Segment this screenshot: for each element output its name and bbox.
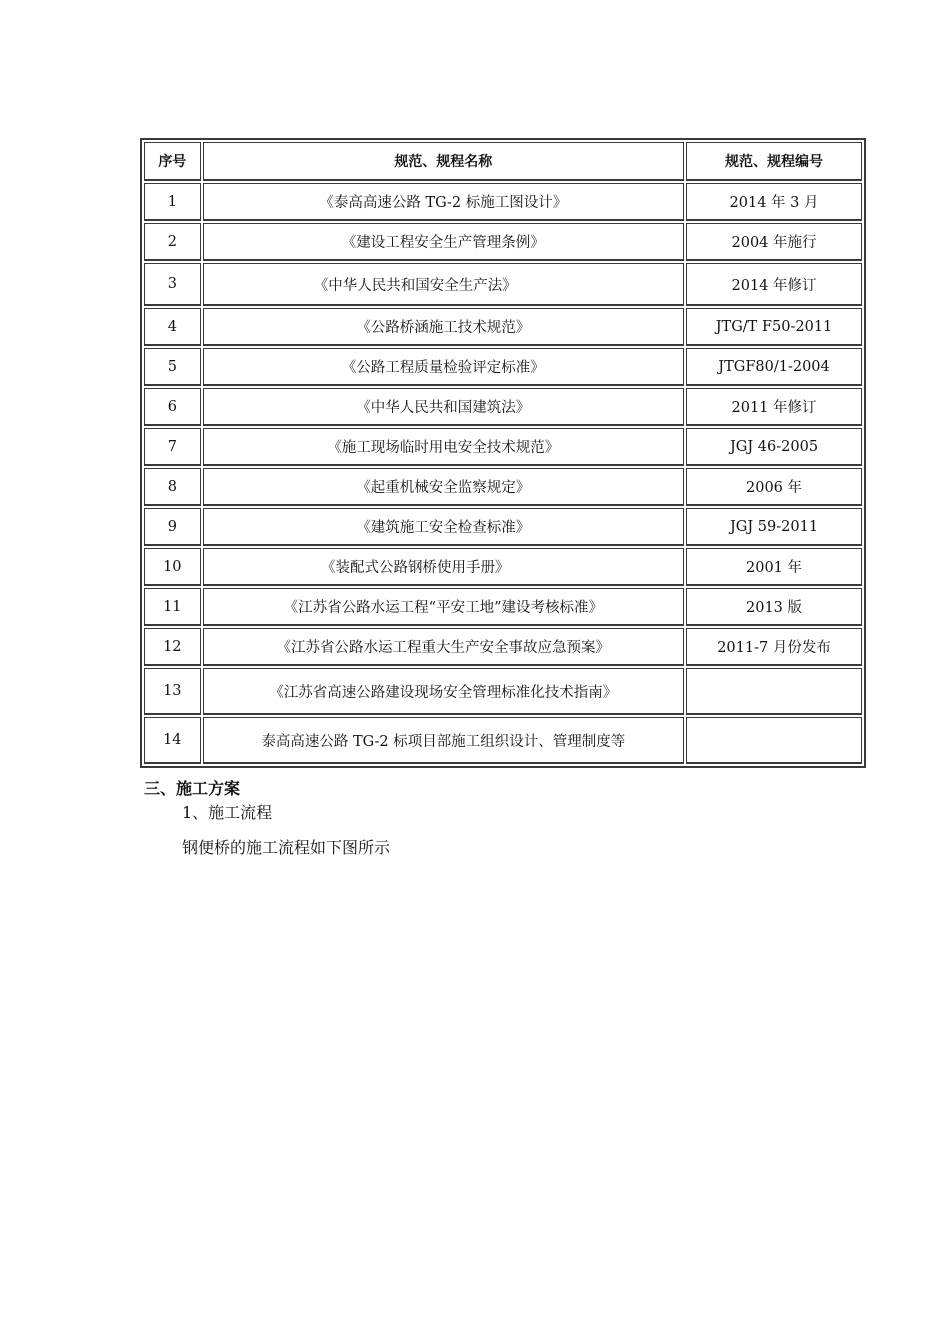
row-code: 2011 年修订 (686, 388, 862, 426)
table-row (144, 508, 862, 546)
table-row (144, 183, 862, 221)
regulations-table (140, 138, 866, 768)
row-index: 9 (144, 508, 201, 546)
sub-heading: 1、施工流程 (182, 803, 273, 822)
row-index: 1 (144, 183, 201, 221)
row-name: 《江苏省公路水运工程“平安工地”建设考核标准》 (203, 588, 684, 626)
table-row (144, 588, 862, 626)
table-row (144, 548, 862, 586)
row-name: 泰高高速公路 TG-2 标项目部施工组织设计、管理制度等 (203, 717, 684, 764)
header-code: 规范、规程编号 (686, 142, 862, 181)
row-index: 11 (144, 588, 201, 626)
row-name: 《建筑施工安全检查标准》 (203, 508, 684, 546)
row-code: JTGF80/1-2004 (686, 348, 862, 386)
row-index: 3 (144, 263, 201, 306)
row-code: 2013 版 (686, 588, 862, 626)
row-name: 《公路工程质量检验评定标准》 (203, 348, 684, 386)
row-name: 《公路桥涵施工技术规范》 (203, 308, 684, 346)
row-name: 《装配式公路钢桥使用手册》 (203, 548, 684, 586)
row-index: 12 (144, 628, 201, 666)
header-name: 规范、规程名称 (203, 142, 684, 181)
table-row (144, 717, 862, 764)
table-row (144, 628, 862, 666)
row-index: 7 (144, 428, 201, 466)
row-code: 2004 年施行 (686, 223, 862, 261)
row-index: 10 (144, 548, 201, 586)
table-row (144, 308, 862, 346)
row-name: 《中华人民共和国安全生产法》 (203, 263, 684, 306)
row-code: 2014 年修订 (686, 263, 862, 306)
row-index: 4 (144, 308, 201, 346)
row-name: 《泰高高速公路 TG-2 标施工图设计》 (203, 183, 684, 221)
row-name: 《施工现场临时用电安全技术规范》 (203, 428, 684, 466)
header-index: 序号 (144, 142, 201, 181)
row-index: 13 (144, 668, 201, 715)
row-index: 8 (144, 468, 201, 506)
table-row (144, 348, 862, 386)
row-name: 《建设工程安全生产管理条例》 (203, 223, 684, 261)
row-code: 2014 年 3 月 (686, 183, 862, 221)
row-index: 5 (144, 348, 201, 386)
table-row (144, 468, 862, 506)
row-index: 6 (144, 388, 201, 426)
table-row (144, 428, 862, 466)
table-row (144, 223, 862, 261)
row-code: 2001 年 (686, 548, 862, 586)
row-name: 《中华人民共和国建筑法》 (203, 388, 684, 426)
row-code: JGJ 59-2011 (686, 508, 862, 546)
row-code (686, 668, 862, 715)
table-row (144, 668, 862, 715)
row-index: 2 (144, 223, 201, 261)
table-row (144, 388, 862, 426)
row-name: 《江苏省高速公路建设现场安全管理标准化技术指南》 (203, 668, 684, 715)
table-row (144, 263, 862, 306)
row-code: 2006 年 (686, 468, 862, 506)
table-header-row (144, 142, 862, 181)
section-heading: 三、施工方案 (144, 779, 241, 798)
row-code: JTG/T F50-2011 (686, 308, 862, 346)
row-name: 《江苏省公路水运工程重大生产安全事故应急预案》 (203, 628, 684, 666)
row-index: 14 (144, 717, 201, 764)
row-code (686, 717, 862, 764)
body-paragraph: 钢便桥的施工流程如下图所示 (182, 838, 391, 857)
row-code: 2011-7 月份发布 (686, 628, 862, 666)
row-code: JGJ 46-2005 (686, 428, 862, 466)
row-name: 《起重机械安全监察规定》 (203, 468, 684, 506)
